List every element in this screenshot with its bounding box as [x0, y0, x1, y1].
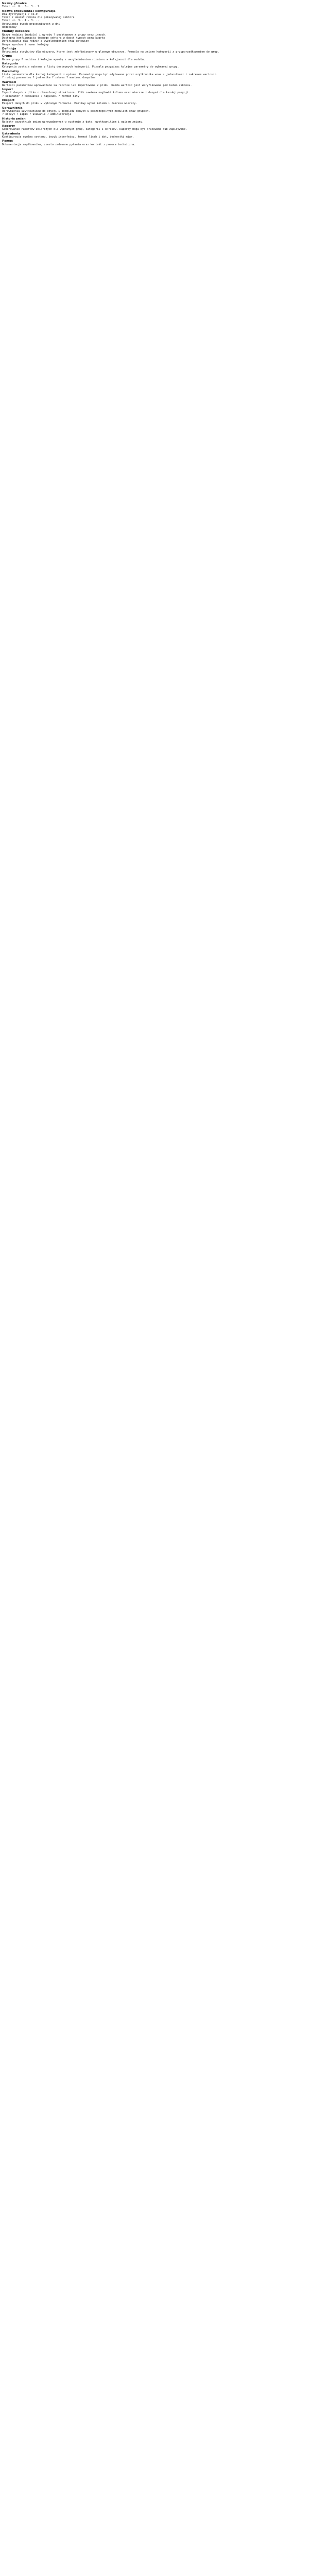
section-heading: Raporty [2, 125, 15, 128]
text-line: Rejestr wszystkich zmian wprowadzonych w systemie z data, uzytkownikiem i opisem zmiany. [2, 120, 144, 124]
text-line: ? odczyt ? zapis ? usuwanie ? administracja [2, 113, 72, 116]
section-heading: Ustawienia [2, 132, 20, 135]
text-line: Ustawienia atrybutow dla obszaru, ktory jest zdefiniowany w glownym obszarze. Pozwala na zmiane kategorii z przyporzadkowaniem do grup. [2, 50, 219, 54]
section-heading: Definicja [2, 47, 16, 50]
document-body [0, 0, 309, 146]
text-line: Konfiguracja ogolna systemu, jezyk interfejsu, format liczb i dat, jednostki miar. [2, 135, 134, 139]
text-line: Tekst z akurat rekona dla pokazywanej sektora [2, 16, 75, 20]
section-heading: Wartosci [2, 80, 16, 84]
text-line: Nazwa grupy ? rodzina i kolejne wyroby z uwzglednieniem rozmiaru w kolejnosci dla modulu. [2, 58, 145, 61]
text-line: Dla dystrybucji ? ok.9 [2, 12, 38, 16]
text-line: Eksport danych do pliku w wybranym formacie. Mozliwy wybor kolumn i zakresu wierszy. [2, 102, 138, 106]
text-line: Kategoria zostaje wybrana z listy dostepnych kategorii. Pozwala przypisac kolejne parametry do wybranej grupy. [2, 65, 179, 69]
text-line: Dostepna konfiguracja jednego sektora w dwoch typach poza kwarta [2, 36, 105, 40]
text-line: Grupa wyrobow i numer kolejny [2, 43, 49, 46]
text-line: Lista parametrow dla kazdej kategorii z opisem. Parametry moga byc edytowane przez uzytkownika wraz z jednostkami i zakresem wartosci. [2, 73, 218, 76]
text-line: Dokumentacja uzytkownika, czesto zadawane pytania oraz kontakt z pomoca techniczna. [2, 143, 136, 146]
text-line: Nazwa rodziny (moduly) i wyroby ? podstawowe z grupy oraz innych. [2, 33, 107, 37]
section-heading: Nazwy g?owice [2, 2, 27, 5]
text-line: ? rodzaj parametru ? jednostka ? zakres ? wartosc domyslna [2, 76, 96, 80]
section-heading: Historia zmian [2, 117, 26, 121]
section-heading: Eksport [2, 99, 15, 103]
section-heading: Kategoria [2, 62, 18, 66]
text-line: ? separator ? kodowanie ? naglowki ? format daty [2, 94, 79, 98]
section-heading: Parametry [2, 70, 19, 73]
text-line: Definiowanie dla rodzin z uwzglednieniem oraz ustawien [2, 40, 89, 43]
text-line: Import danych z pliku o okreslonej strukturze. Plik zawiera naglowki kolumn oraz wiersze z danymi dla kazdej pozycji. [2, 91, 191, 95]
text-line: Wartosci parametrow wprowadzane sa recznie lub importowane z pliku. Kazda wartosc jest weryfikowana pod katem zakresu. [2, 83, 192, 87]
section-heading: Moduly doradcze [2, 30, 30, 33]
section-heading: Uprawnienia [2, 106, 23, 110]
text-line: dodatkowy [2, 26, 17, 29]
section-heading: Nazwa producenta i konfiguracja [2, 9, 56, 13]
text-line: Generowanie raportow zbiorczych dla wybranych grup, kategorii i okresow. Raporty moga byc drukowane lub zapisywane. [2, 128, 187, 131]
text-line: Uprawnienia uzytkownikow do edycji i podgladu danych w poszczegolnych modulach oraz grupach. [2, 109, 150, 113]
text-line: Ustawienie dwoch pracowniczych w dni [2, 22, 60, 26]
section-heading: Import [2, 88, 13, 92]
text-line: Tekst uz. 8.. 3-. 3.. ?. [2, 5, 41, 9]
section-heading: Pomoc [2, 140, 13, 143]
section-heading: Grupa [2, 55, 12, 58]
text-line: Tekst uz. 3.. 4.- 3. .. [2, 19, 39, 23]
